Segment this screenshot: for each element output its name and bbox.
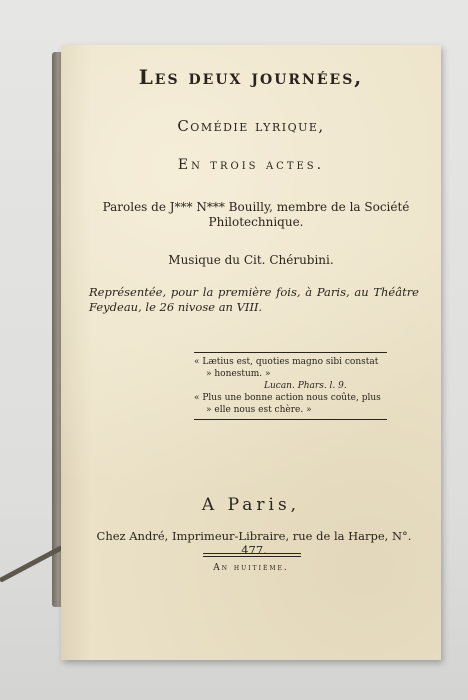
page-subtitle: Comédie lyrique, bbox=[177, 117, 325, 135]
imprint-year: An huitième. bbox=[213, 563, 289, 573]
epigraph-rule-bottom bbox=[194, 419, 387, 420]
double-rule-bottom bbox=[203, 556, 301, 557]
page-title: Les deux journées, bbox=[138, 65, 364, 89]
title-page bbox=[61, 45, 441, 660]
epigraph bbox=[194, 356, 394, 416]
imprint-place: A Paris, bbox=[201, 495, 301, 515]
imprint-printer: Chez André, Imprimeur-Libraire, rue de la Harpe, N°. 477. bbox=[96, 529, 412, 557]
double-rule-top bbox=[203, 553, 301, 554]
epigraph-quote2-line2: » elle nous est chère. » bbox=[206, 405, 312, 415]
libretto-credit: Paroles de J*** N*** Bouilly, membre de la Société Philotechnique. bbox=[102, 200, 410, 229]
performance-note: Représentée, pour la première fois, à Paris, au Théâtre Feydeau, le 26 nivose an VIII. bbox=[89, 285, 419, 314]
epigraph-attribution: Lucan. Phars. l. 9. bbox=[264, 381, 347, 391]
epigraph-quote2-line1: « Plus une bonne action nous coûte, plus bbox=[194, 393, 381, 403]
acts-line: En trois actes. bbox=[177, 157, 325, 173]
epigraph-quote1-line1: « Lætius est, quoties magno sibi constat bbox=[194, 357, 379, 367]
music-credit: Musique du Cit. Chérubini. bbox=[168, 253, 334, 267]
epigraph-quote1-line2: » honestum. » bbox=[206, 369, 271, 379]
epigraph-rule-top bbox=[194, 352, 387, 353]
